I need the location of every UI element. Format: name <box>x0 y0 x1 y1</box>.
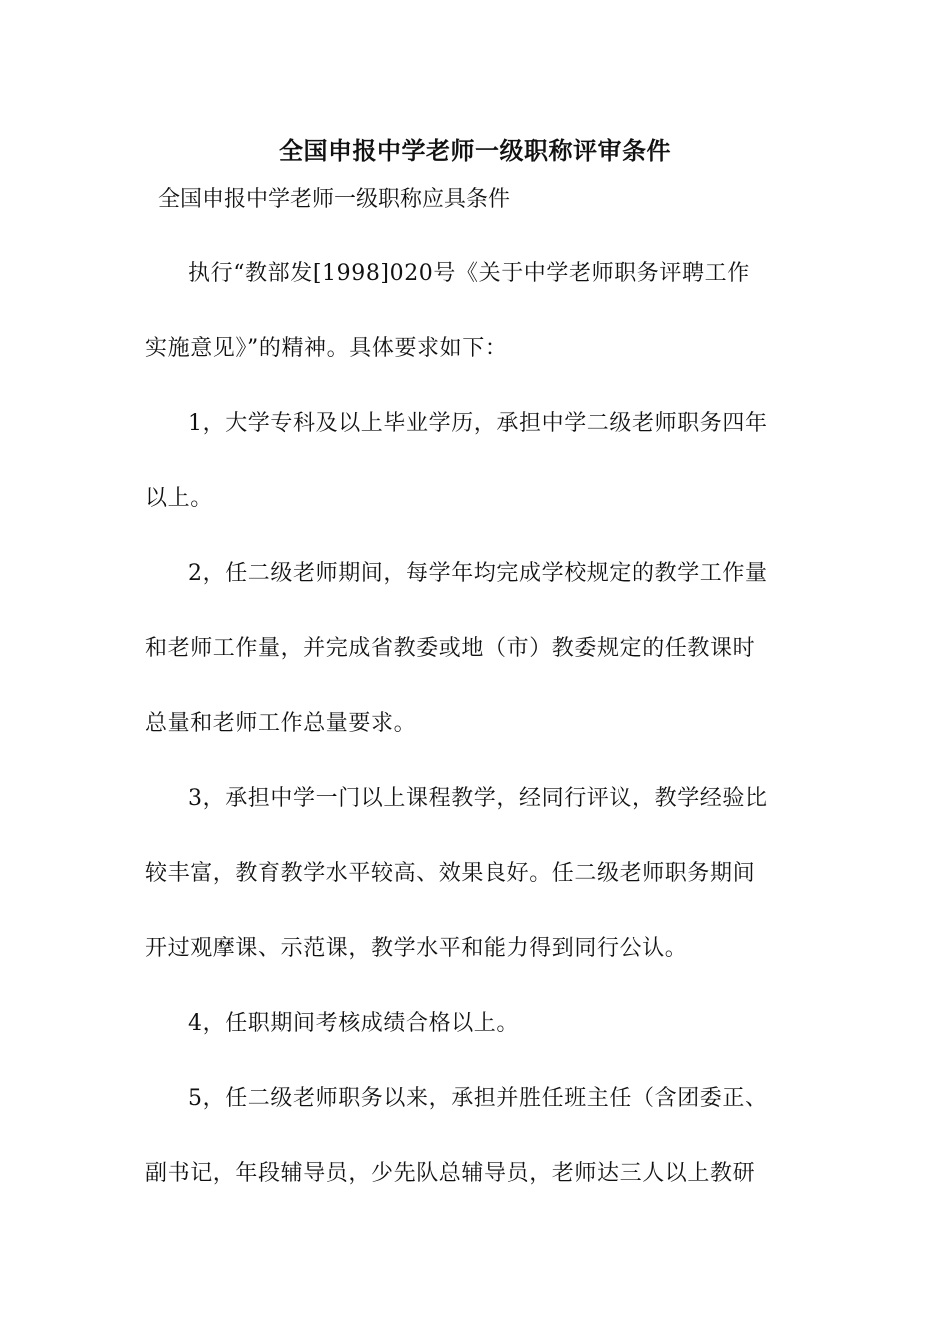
paragraph-line: 开过观摩课、示范课，教学水平和能力得到同行公认。 <box>145 936 688 961</box>
paragraph-line: 5，任二级老师职务以来，承担并胜任班主任（含团委正、 <box>188 1086 768 1111</box>
paragraph-line: 总量和老师工作总量要求。 <box>145 711 417 736</box>
paragraph-line: 4，任职期间考核成绩合格以上。 <box>188 1011 519 1036</box>
paragraph-line: 以上。 <box>145 486 213 511</box>
paragraph-line: 和老师工作量，并完成省教委或地（市）教委规定的任教课时 <box>145 636 756 661</box>
paragraph-line: 2，任二级老师期间，每学年均完成学校规定的教学工作量 <box>188 561 768 586</box>
document-subtitle: 全国申报中学老师一级职称应具条件 <box>158 187 511 212</box>
paragraph-line: 3，承担中学一门以上课程教学，经同行评议，教学经验比 <box>188 786 768 811</box>
paragraph-line: 较丰富，教育教学水平较高、效果良好。任二级老师职务期间 <box>145 861 756 886</box>
paragraph-line: 副书记，年段辅导员，少先队总辅导员，老师达三人以上教研 <box>145 1161 756 1186</box>
paragraph-line: 执行“教部发[1998]020号《关于中学老师职务评聘工作 <box>188 261 750 286</box>
paragraph-line: 1，大学专科及以上毕业学历，承担中学二级老师职务四年 <box>188 411 768 436</box>
document-title: 全国申报中学老师一级职称评审条件 <box>279 137 671 165</box>
paragraph-line: 实施意见》”的精神。具体要求如下： <box>145 336 508 361</box>
